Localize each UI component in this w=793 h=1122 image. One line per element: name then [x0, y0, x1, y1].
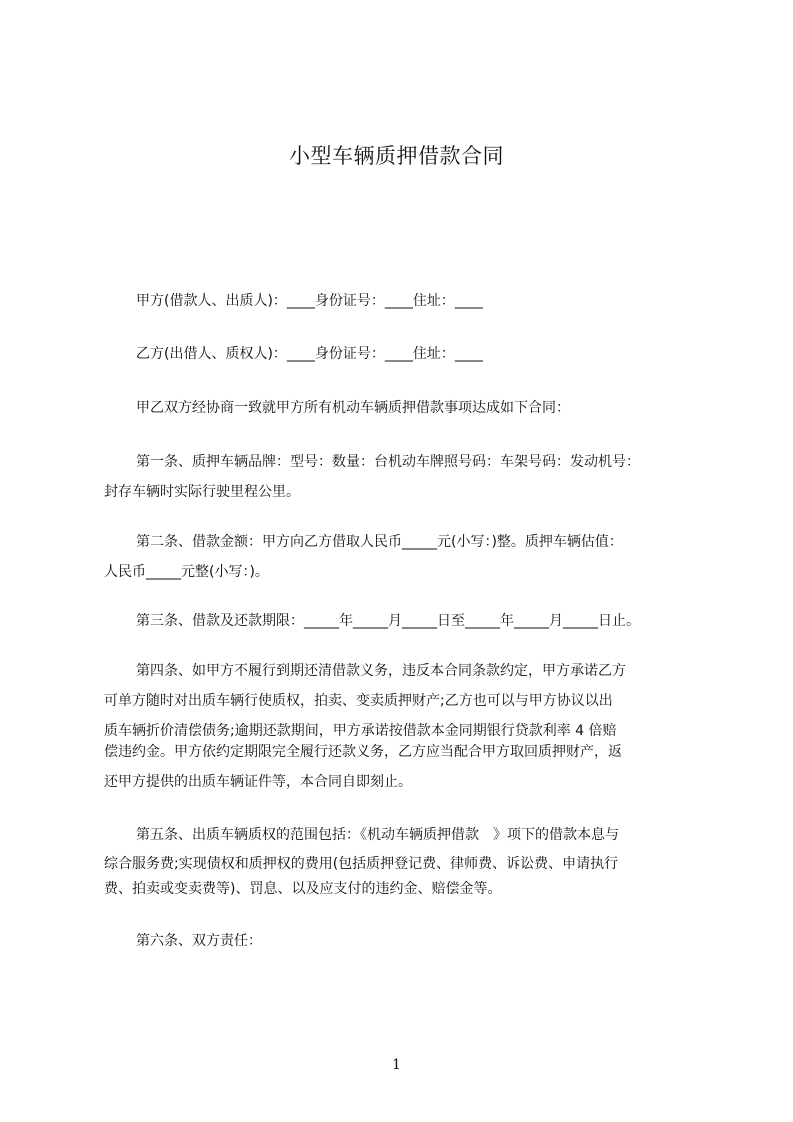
article-2-line-1: 第二条、借款金额：甲方向乙方借取人民币_____元(小写：)整。质押车辆估值：	[136, 534, 623, 550]
article-4-line-5: 还甲方提供的出质车辆证件等，本合同自即刻止。	[104, 774, 412, 790]
page-title: 小型车辆质押借款合同	[289, 144, 504, 168]
article-4-line-3: 质车辆折价清偿债务;逾期还款期间，甲方承诺按借款本金同期银行贷款利率 4 倍赔	[104, 723, 617, 739]
article-5-line-1: 第五条、出质车辆质权的范围包括：《机动车辆质押借款 》项下的借款本息与	[136, 827, 619, 843]
article-4-line-2: 可单方随时对出质车辆行使质权，拍卖、变卖质押财产;乙方也可以与甲方协议以出	[104, 693, 613, 709]
article-4-line-1: 第四条、如甲方不履行到期还清借款义务，违反本合同条款约定，甲方承诺乙方	[136, 663, 626, 679]
article-1-line-2: 封存车辆时实际行驶里程公里。	[104, 484, 300, 500]
article-5-line-2: 综合服务费;实现债权和质押权的费用(包括质押登记费、律师费、诉讼费、申请执行	[104, 856, 619, 872]
article-5-line-3: 费、拍卖或变卖费等)、罚息、以及应支付的违约金、赔偿金等。	[104, 881, 502, 897]
page-number: 1	[392, 1057, 401, 1073]
article-2-line-2: 人民币_____元整(小写：)。	[104, 564, 269, 580]
article-4-line-4: 偿违约金。甲方依约定期限完全履行还款义务，乙方应当配合甲方取回质押财产，返	[104, 744, 622, 760]
intro-paragraph: 甲乙双方经协商一致就甲方所有机动车辆质押借款事项达成如下合同：	[136, 400, 570, 416]
article-1-line-1: 第一条、质押车辆品牌：型号：数量：台机动车牌照号码：车架号码：发动机号：	[136, 454, 640, 470]
article-6-line-1: 第六条、双方责任：	[136, 933, 262, 949]
party-b-line: 乙方(出借人、质权人)：____身份证号：____住址：____	[136, 346, 483, 362]
party-a-line: 甲方(借款人、出质人)：____身份证号：____住址：____	[136, 293, 483, 309]
article-3-line-1: 第三条、借款及还款期限：_____年_____月_____日至_____年_____月_____日止。	[136, 613, 640, 629]
